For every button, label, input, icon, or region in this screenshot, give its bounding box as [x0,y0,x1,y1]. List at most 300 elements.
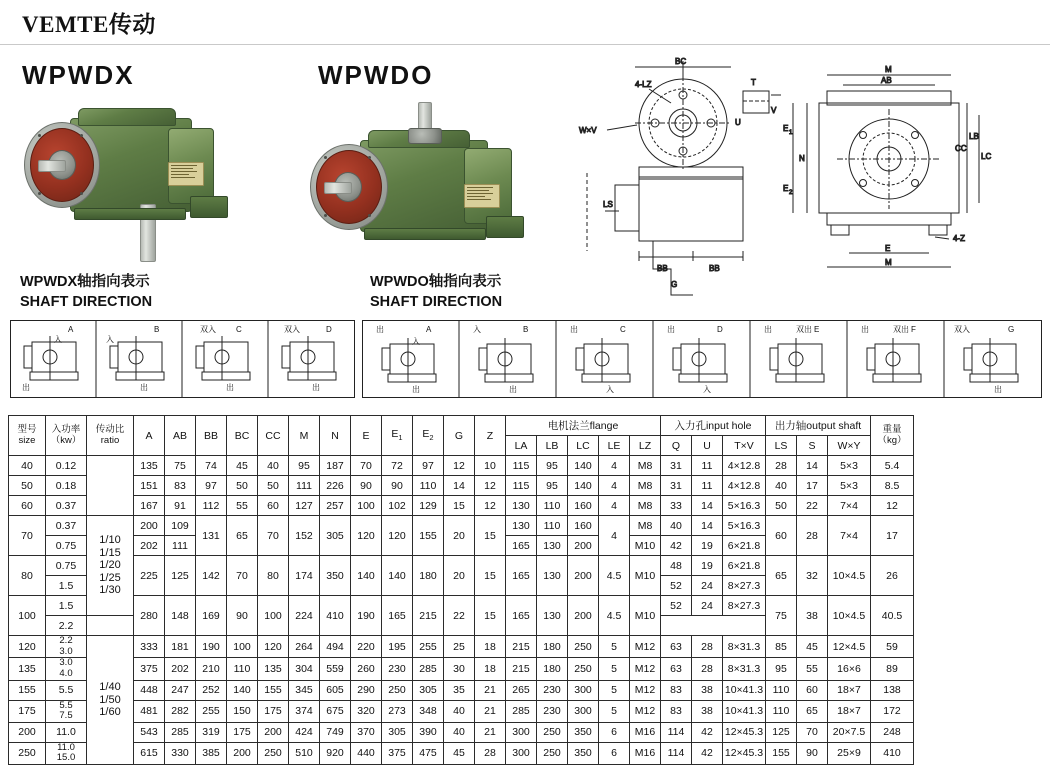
cell-s: 55 [797,658,828,680]
svg-text:T: T [751,78,756,87]
cell-la: 165 [506,596,537,636]
cell-z: 12 [475,476,506,496]
cell-weight: 248 [871,722,914,742]
cell-a: 375 [134,658,165,680]
svg-text:G: G [671,280,678,289]
cell-le: 4 [599,456,630,476]
cell-lz: M8 [630,496,661,516]
cell-txv: 4×12.8 [723,456,766,476]
table-row [9,476,914,496]
svg-text:出: 出 [376,325,384,334]
cell-power: 5.5 7.5 [46,700,87,722]
cell-weight: 172 [871,700,914,722]
cell-n: 257 [320,496,351,516]
svg-text:出: 出 [312,383,320,392]
cell-txv: 8×31.3 [723,658,766,680]
cell-weight: 26 [871,556,914,596]
svg-text:双出: 双出 [893,325,909,334]
cell-le: 5 [599,680,630,700]
cell-g: 25 [444,636,475,658]
svg-text:M: M [885,258,892,267]
cell-lb: 230 [537,680,568,700]
cell-lc: 200 [568,536,599,556]
header-s: S [797,436,828,456]
cell-lz: M16 [630,722,661,742]
cell-s: 38 [797,596,828,636]
cell-z: 21 [475,722,506,742]
cell-le: 4.5 [599,596,630,636]
product-photo-wpwdx [18,100,268,265]
cell-g: 15 [444,496,475,516]
svg-text:LB: LB [969,132,979,141]
cell-size: 175 [9,700,46,722]
svg-text:入: 入 [606,385,614,394]
cell-z: 21 [475,680,506,700]
cell-lc: 300 [568,680,599,700]
cell-txv: 5×16.3 [723,516,766,536]
cell-le: 6 [599,742,630,764]
cell-ls: 110 [766,700,797,722]
cell-size: 40 [9,456,46,476]
cell-cc: 155 [258,680,289,700]
cell-bb: 74 [196,456,227,476]
cell-n: 305 [320,516,351,556]
cell-a: 280 [134,596,165,636]
table-row [9,700,914,722]
cell-la: 115 [506,456,537,476]
cell-bb: 169 [196,596,227,636]
cell-e2: 305 [413,680,444,700]
cell-z: 21 [475,700,506,722]
specification-table [8,415,914,765]
cell-q: 63 [661,658,692,680]
cell-n: 494 [320,636,351,658]
cell-ab: 285 [165,722,196,742]
svg-text:E: E [885,244,891,253]
cell-q: 114 [661,742,692,764]
cell-a: 202 [134,536,165,556]
cell-e2: 155 [413,516,444,556]
cell-g: 40 [444,700,475,722]
cell-m: 127 [289,496,320,516]
svg-text:出: 出 [226,383,234,392]
svg-text:出: 出 [667,325,675,334]
cell-a: 615 [134,742,165,764]
cell-lb: 180 [537,636,568,658]
cell-le: 4.5 [599,556,630,596]
cell-e1: 230 [382,658,413,680]
cell-weight: 59 [871,636,914,658]
cell-cc: 100 [258,596,289,636]
cell-s: 22 [797,496,828,516]
cell-g: 40 [444,722,475,742]
model-title-wpwdx: WPWDX [22,60,135,90]
svg-text:E: E [783,124,789,133]
cell-ab: 75 [165,456,196,476]
cell-lz: M10 [630,596,661,636]
cell-m: 264 [289,636,320,658]
cell-la: 215 [506,636,537,658]
cell-power: 1.5 [46,576,87,596]
cell-size: 100 [9,596,46,636]
svg-text:D: D [717,325,723,334]
cell-n: 350 [320,556,351,596]
svg-text:CC: CC [955,144,967,153]
cell-lz: M12 [630,658,661,680]
cell-e2: 97 [413,456,444,476]
cell-cc: 80 [258,556,289,596]
cell-m: 304 [289,658,320,680]
header-z: Z [475,416,506,456]
cell-ab: 83 [165,476,196,496]
shaft-direction-caption-wpwdx [20,273,152,312]
cell-e2: 129 [413,496,444,516]
cell-power: 0.75 [46,536,87,556]
table-row [9,636,914,658]
cell-m: 111 [289,476,320,496]
table-row [9,516,914,536]
cell-e2: 475 [413,742,444,764]
caption-en: SHAFT DIRECTION [370,293,503,310]
cell-txv: 12×45.3 [723,742,766,764]
svg-text:B: B [523,325,529,334]
cell-bb: 385 [196,742,227,764]
cell-a: 448 [134,680,165,700]
cell-a: 151 [134,476,165,496]
cell-e2: 348 [413,700,444,722]
cell-g: 12 [444,456,475,476]
cell-s: 32 [797,556,828,596]
cell-n: 410 [320,596,351,636]
shaft-direction-strip-wpwdo [362,320,1042,398]
shaft-direction-caption-wpwdo [370,273,502,312]
svg-text:E: E [783,184,789,193]
cell-weight: 8.5 [871,476,914,496]
cell-e2: 110 [413,476,444,496]
cell-e1: 273 [382,700,413,722]
cell-u: 19 [692,556,723,576]
cell-u: 28 [692,658,723,680]
header-la: LA [506,436,537,456]
cell-txv: 8×27.3 [723,576,766,596]
page-title: VEMTE传动 [22,12,156,37]
cell-e1: 250 [382,680,413,700]
cell-e: 440 [351,742,382,764]
cell-g: 35 [444,680,475,700]
cell-s: 65 [797,700,828,722]
cell-u: 24 [692,596,723,616]
cell-power: 2.2 [46,616,87,636]
cell-wxy: 10×4.5 [828,556,871,596]
cell-ab: 111 [165,536,196,556]
cell-le: 5 [599,658,630,680]
cell-z: 15 [475,556,506,596]
cell-e: 90 [351,476,382,496]
cell-ls: 125 [766,722,797,742]
cell-e: 320 [351,700,382,722]
cell-la: 300 [506,742,537,764]
table-row [9,722,914,742]
cell-e2: 390 [413,722,444,742]
cell-lz: M8 [630,456,661,476]
svg-text:出: 出 [861,325,869,334]
cell-wxy: 5×3 [828,476,871,496]
cell-cc: 60 [258,496,289,516]
cell-ab: 148 [165,596,196,636]
cell-weight: 17 [871,516,914,556]
cell-weight: 5.4 [871,456,914,476]
cell-le: 6 [599,722,630,742]
svg-text:V: V [771,106,777,115]
table-body [9,456,914,765]
header-cc: CC [258,416,289,456]
cell-power: 11.0 15.0 [46,742,87,764]
header-wxy: W×Y [828,436,871,456]
cell-ab: 247 [165,680,196,700]
cell-lb: 130 [537,556,568,596]
cell-la: 130 [506,516,537,536]
cell-le: 5 [599,700,630,722]
technical-drawing [575,55,1045,305]
cell-e: 70 [351,456,382,476]
cell-size: 50 [9,476,46,496]
header-le: LE [599,436,630,456]
cell-ls: 60 [766,516,797,556]
header-m: M [289,416,320,456]
cell-m: 152 [289,516,320,556]
cell-cc: 120 [258,636,289,658]
cell-ls: 40 [766,476,797,496]
cell-ls: 85 [766,636,797,658]
cell-q: 52 [661,596,692,616]
header-e: E [351,416,382,456]
cell-bb: 319 [196,722,227,742]
cell-lz: M12 [630,636,661,658]
cell-a: 167 [134,496,165,516]
cell-u: 11 [692,476,723,496]
cell-bb: 142 [196,556,227,596]
cell-lc: 250 [568,636,599,658]
cell-la: 285 [506,700,537,722]
cell-lc: 140 [568,476,599,496]
cell-lc: 200 [568,556,599,596]
cell-s: 90 [797,742,828,764]
cell-s: 17 [797,476,828,496]
svg-text:双入: 双入 [200,325,216,334]
svg-text:双入: 双入 [284,325,300,334]
cell-e2: 285 [413,658,444,680]
cell-q: 48 [661,556,692,576]
cell-n: 920 [320,742,351,764]
cell-ls: 155 [766,742,797,764]
cell-g: 14 [444,476,475,496]
cell-m: 510 [289,742,320,764]
cell-cc: 200 [258,722,289,742]
cell-power: 0.18 [46,476,87,496]
cell-bc: 65 [227,516,258,556]
cell-z: 18 [475,636,506,658]
cell-lb: 110 [537,496,568,516]
svg-text:B: B [154,325,160,334]
cell-power: 5.5 [46,680,87,700]
cell-e1: 140 [382,556,413,596]
cell-lb: 230 [537,700,568,722]
svg-text:LC: LC [981,152,992,161]
svg-text:入: 入 [703,385,711,394]
header-lb: LB [537,436,568,456]
cell-a: 225 [134,556,165,596]
svg-text:1: 1 [789,130,793,136]
caption-cn: WPWDO轴指向表示 [370,274,502,290]
cell-lz: M10 [630,536,661,556]
cell-q: 42 [661,536,692,556]
cell-lz: M12 [630,700,661,722]
cell-la: 165 [506,556,537,596]
header-u: U [692,436,723,456]
cell-cc: 40 [258,456,289,476]
cell-ratio [87,456,134,516]
cell-wxy: 7×4 [828,496,871,516]
cell-g: 30 [444,658,475,680]
cell-cc: 135 [258,658,289,680]
cell-bc: 50 [227,476,258,496]
cell-bc: 150 [227,700,258,722]
cell-la: 300 [506,722,537,742]
cell-bb: 190 [196,636,227,658]
caption-en: SHAFT DIRECTION [20,293,153,310]
cell-wxy: 10×4.5 [828,596,871,636]
cell-lz: M16 [630,742,661,764]
cell-e1: 102 [382,496,413,516]
cell-ab: 181 [165,636,196,658]
cell-e1: 375 [382,742,413,764]
table-row [9,556,914,576]
table-row [9,456,914,476]
cell-size: 70 [9,516,46,556]
cell-e2: 180 [413,556,444,596]
header-motor-flange: 电机法兰flange [506,416,661,436]
cell-power: 0.75 [46,556,87,576]
cell-s: 28 [797,516,828,556]
cell-e2: 255 [413,636,444,658]
cell-lb: 180 [537,658,568,680]
cell-u: 28 [692,636,723,658]
header-e1: $E_1$ [382,416,413,456]
cell-power: 2.2 3.0 [46,636,87,658]
cell-ls: 28 [766,456,797,476]
cell-lc: 300 [568,700,599,722]
cell-le: 4 [599,516,630,556]
cell-le: 4 [599,496,630,516]
cell-bb: 112 [196,496,227,516]
cell-g: 20 [444,516,475,556]
cell-q: 83 [661,680,692,700]
cell-ls: 75 [766,596,797,636]
cell-lb: 110 [537,516,568,536]
cell-lb: 95 [537,476,568,496]
svg-text:出: 出 [509,385,517,394]
svg-text:双入: 双入 [954,325,970,334]
cell-z: 18 [475,658,506,680]
cell-la: 165 [506,536,537,556]
cell-lc: 200 [568,596,599,636]
cell-q: 52 [661,576,692,596]
cell-txv: 12×45.3 [723,722,766,742]
cell-ratio: 1/40 1/50 1/60 [87,636,134,765]
header-n: N [320,416,351,456]
cell-s: 14 [797,456,828,476]
caption-cn: WPWDX轴指向表示 [20,274,150,290]
header-ls: LS [766,436,797,456]
cell-txv: 8×27.3 [723,596,766,616]
cell-size: 135 [9,658,46,680]
cell-txv: 10×41.3 [723,680,766,700]
cell-z: 28 [475,742,506,764]
table-row [9,496,914,516]
cell-wxy: 20×7.5 [828,722,871,742]
svg-text:E: E [814,325,820,334]
cell-size: 60 [9,496,46,516]
cell-lz: M10 [630,556,661,596]
cell-e: 260 [351,658,382,680]
header-a: A [134,416,165,456]
cell-lc: 160 [568,516,599,536]
cell-ab: 91 [165,496,196,516]
cell-cc: 175 [258,700,289,722]
cell-lz: M12 [630,680,661,700]
cell-ab: 202 [165,658,196,680]
cell-a: 481 [134,700,165,722]
cell-s: 70 [797,722,828,742]
product-photo-wpwdo [288,100,548,265]
cell-bc: 110 [227,658,258,680]
cell-u: 42 [692,742,723,764]
cell-la: 115 [506,476,537,496]
header-input-hole: 入力孔input hole [661,416,766,436]
shaft-direction-strip-wpwdx [10,320,355,398]
header-output-shaft: 出力轴output shaft [766,416,871,436]
cell-txv: 4×12.8 [723,476,766,496]
svg-text:出: 出 [140,383,148,392]
cell-e1: 195 [382,636,413,658]
cell-wxy: 7×4 [828,516,871,556]
header-ab: AB [165,416,196,456]
cell-weight: 410 [871,742,914,764]
svg-text:F: F [911,325,916,334]
cell-size: 200 [9,722,46,742]
cell-wxy: 5×3 [828,456,871,476]
cell-n: 675 [320,700,351,722]
cell-n: 187 [320,456,351,476]
cell-txv: 10×41.3 [723,700,766,722]
cell-size: 80 [9,556,46,596]
cell-e1: 305 [382,722,413,742]
cell-g: 22 [444,596,475,636]
cell-u: 38 [692,680,723,700]
cell-m: 224 [289,596,320,636]
cell-e: 100 [351,496,382,516]
cell-power: 0.37 [46,496,87,516]
cell-lc: 350 [568,722,599,742]
cell-txv: 6×21.8 [723,536,766,556]
cell-power: 1.5 [46,596,87,616]
cell-u: 14 [692,516,723,536]
svg-text:A: A [426,325,432,334]
cell-s: 60 [797,680,828,700]
cell-bc: 70 [227,556,258,596]
cell-bb: 97 [196,476,227,496]
table-row [9,596,914,616]
